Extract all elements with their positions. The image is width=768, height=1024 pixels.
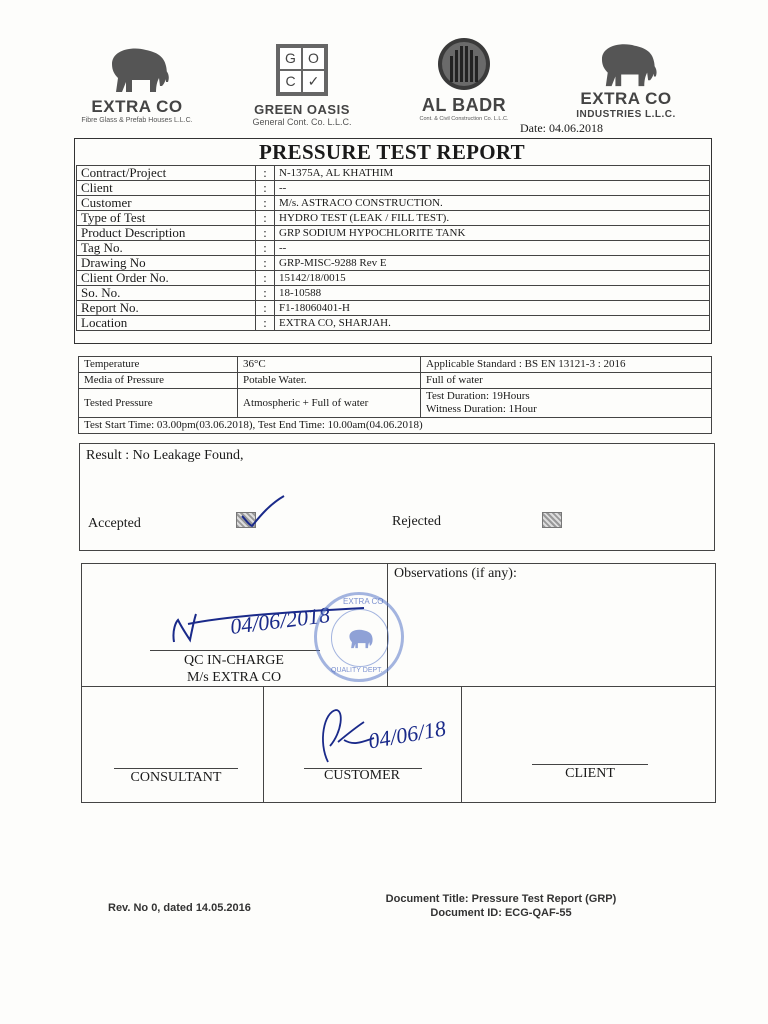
detail-value: M/s. ASTRACO CONSTRUCTION.	[275, 196, 710, 211]
detail-colon: :	[256, 256, 275, 271]
detail-label: Tag No.	[77, 241, 256, 256]
detail-value: N-1375A, AL KHATHIM	[275, 166, 710, 181]
detail-colon: :	[256, 211, 275, 226]
handwritten-checkmark-icon	[240, 494, 286, 530]
detail-label: Product Description	[77, 226, 256, 241]
al-badr-tagline: Cont. & Civil Construction Co. L.L.C.	[419, 116, 509, 122]
qc-signature-line	[150, 650, 320, 651]
detail-value: 15142/18/0015	[275, 271, 710, 286]
test-duration: Test Duration: 19Hours	[426, 390, 530, 402]
detail-value: GRP SODIUM HYPOCHLORITE TANK	[275, 226, 710, 241]
detail-row	[77, 196, 710, 211]
document-info	[368, 892, 634, 920]
customer-label: CUSTOMER	[324, 768, 400, 783]
detail-colon: :	[256, 286, 275, 301]
detail-label: Drawing No	[77, 256, 256, 271]
goc-letter-g: G	[279, 47, 302, 70]
media-label: Media of Pressure	[79, 373, 238, 389]
extra-co-logo-left	[78, 42, 196, 124]
elephant-icon	[590, 38, 662, 88]
qc-handwritten-date: 04/06/2018	[228, 601, 332, 640]
detail-row	[77, 256, 710, 271]
detail-label: Location	[77, 316, 256, 331]
detail-colon: :	[256, 181, 275, 196]
customer-handwritten-date: 04/06/18	[366, 715, 448, 754]
detail-label: Customer	[77, 196, 256, 211]
client-signature-line	[532, 764, 648, 765]
qc-in-charge-label	[148, 652, 320, 686]
consultant-label: CONSULTANT	[130, 770, 222, 785]
detail-row	[77, 166, 710, 181]
detail-row	[77, 301, 710, 316]
stamp-top-text: EXTRA CO	[343, 597, 384, 606]
detail-colon: :	[256, 196, 275, 211]
tested-pressure-label: Tested Pressure	[79, 389, 238, 418]
detail-label: So. No.	[77, 286, 256, 301]
detail-value: EXTRA CO, SHARJAH.	[275, 316, 710, 331]
divider	[82, 686, 715, 687]
qc-company: M/s EXTRA CO	[186, 670, 282, 685]
detail-row	[77, 271, 710, 286]
detail-label: Client Order No.	[77, 271, 256, 286]
detail-value: 18-10588	[275, 286, 710, 301]
detail-row	[77, 286, 710, 301]
detail-colon: :	[256, 241, 275, 256]
divider	[263, 686, 264, 802]
signoff-box	[81, 563, 716, 803]
detail-row	[77, 316, 710, 331]
detail-row	[77, 181, 710, 196]
test-times: Test Start Time: 03.00pm(03.06.2018), Test End Time: 10.00am(04.06.2018)	[79, 418, 712, 434]
durations	[421, 389, 712, 418]
detail-value: F1-18060401-H	[275, 301, 710, 316]
details-table	[76, 165, 710, 331]
detail-value: HYDRO TEST (LEAK / FILL TEST).	[275, 211, 710, 226]
applicable-standard: Applicable Standard : BS EN 13121-3 : 2016	[421, 357, 712, 373]
detail-row	[77, 226, 710, 241]
detail-value: GRP-MISC-9288 Rev E	[275, 256, 710, 271]
detail-label: Report No.	[77, 301, 256, 316]
extra-co-industries-tagline: INDUSTRIES L.L.C.	[576, 109, 676, 120]
client-label: CLIENT	[565, 766, 615, 781]
consultant-signature-line	[114, 768, 238, 769]
building-globe-icon	[436, 36, 492, 92]
tested-pressure-value: Atmospheric + Full of water	[238, 389, 421, 418]
extra-co-name: EXTRA CO	[91, 97, 183, 116]
detail-value: --	[275, 241, 710, 256]
detail-row	[77, 241, 710, 256]
al-badr-name: AL BADR	[421, 95, 507, 115]
media-value: Potable Water.	[238, 373, 421, 389]
green-oasis-logo	[240, 44, 364, 127]
report-date: Date: 04.06.2018	[520, 121, 603, 135]
witness-duration: Witness Duration: 1Hour	[426, 403, 537, 415]
elephant-icon	[102, 42, 172, 94]
goc-mark	[276, 44, 328, 96]
detail-value: --	[275, 181, 710, 196]
result-text: Result : No Leakage Found,	[86, 448, 244, 463]
detail-label: Type of Test	[77, 211, 256, 226]
accepted-label: Accepted	[88, 516, 141, 531]
detail-colon: :	[256, 271, 275, 286]
extra-co-industries-name: EXTRA CO	[580, 89, 672, 108]
extra-co-tagline: Fibre Glass & Prefab Houses L.L.C.	[81, 117, 193, 124]
detail-label: Client	[77, 181, 256, 196]
divider	[461, 686, 462, 802]
test-parameters-table	[78, 356, 712, 434]
goc-letter-o: O	[302, 47, 325, 70]
document-title: Document Title: Pressure Test Report (GRP)	[385, 893, 617, 905]
temperature-value: 36°C	[238, 357, 421, 373]
fill-condition: Full of water	[421, 373, 712, 389]
green-oasis-name: GREEN OASIS	[254, 102, 350, 117]
extra-co-logo-right	[562, 38, 690, 120]
quality-dept-stamp	[314, 592, 404, 682]
document-id: Document ID: ECG-QAF-55	[430, 907, 572, 919]
observations-label: Observations (if any):	[394, 566, 517, 581]
detail-label: Contract/Project	[77, 166, 256, 181]
detail-colon: :	[256, 301, 275, 316]
green-oasis-tagline: General Cont. Co. L.L.C.	[252, 117, 352, 127]
detail-colon: :	[256, 316, 275, 331]
goc-check-icon: ✓	[302, 70, 325, 93]
stamp-bottom-text: QUALITY DEPT.	[331, 667, 383, 674]
page-title: PRESSURE TEST REPORT	[259, 140, 525, 164]
result-box	[79, 443, 715, 551]
rejected-checkbox[interactable]	[542, 512, 562, 528]
revision-note: Rev. No 0, dated 14.05.2016	[108, 902, 251, 914]
detail-colon: :	[256, 166, 275, 181]
temperature-label: Temperature	[79, 357, 238, 373]
detail-colon: :	[256, 226, 275, 241]
qc-title: QC IN-CHARGE	[184, 653, 284, 668]
al-badr-logo	[405, 36, 523, 122]
goc-letter-c: C	[279, 70, 302, 93]
rejected-label: Rejected	[392, 514, 441, 529]
detail-row	[77, 211, 710, 226]
elephant-icon	[345, 627, 375, 649]
